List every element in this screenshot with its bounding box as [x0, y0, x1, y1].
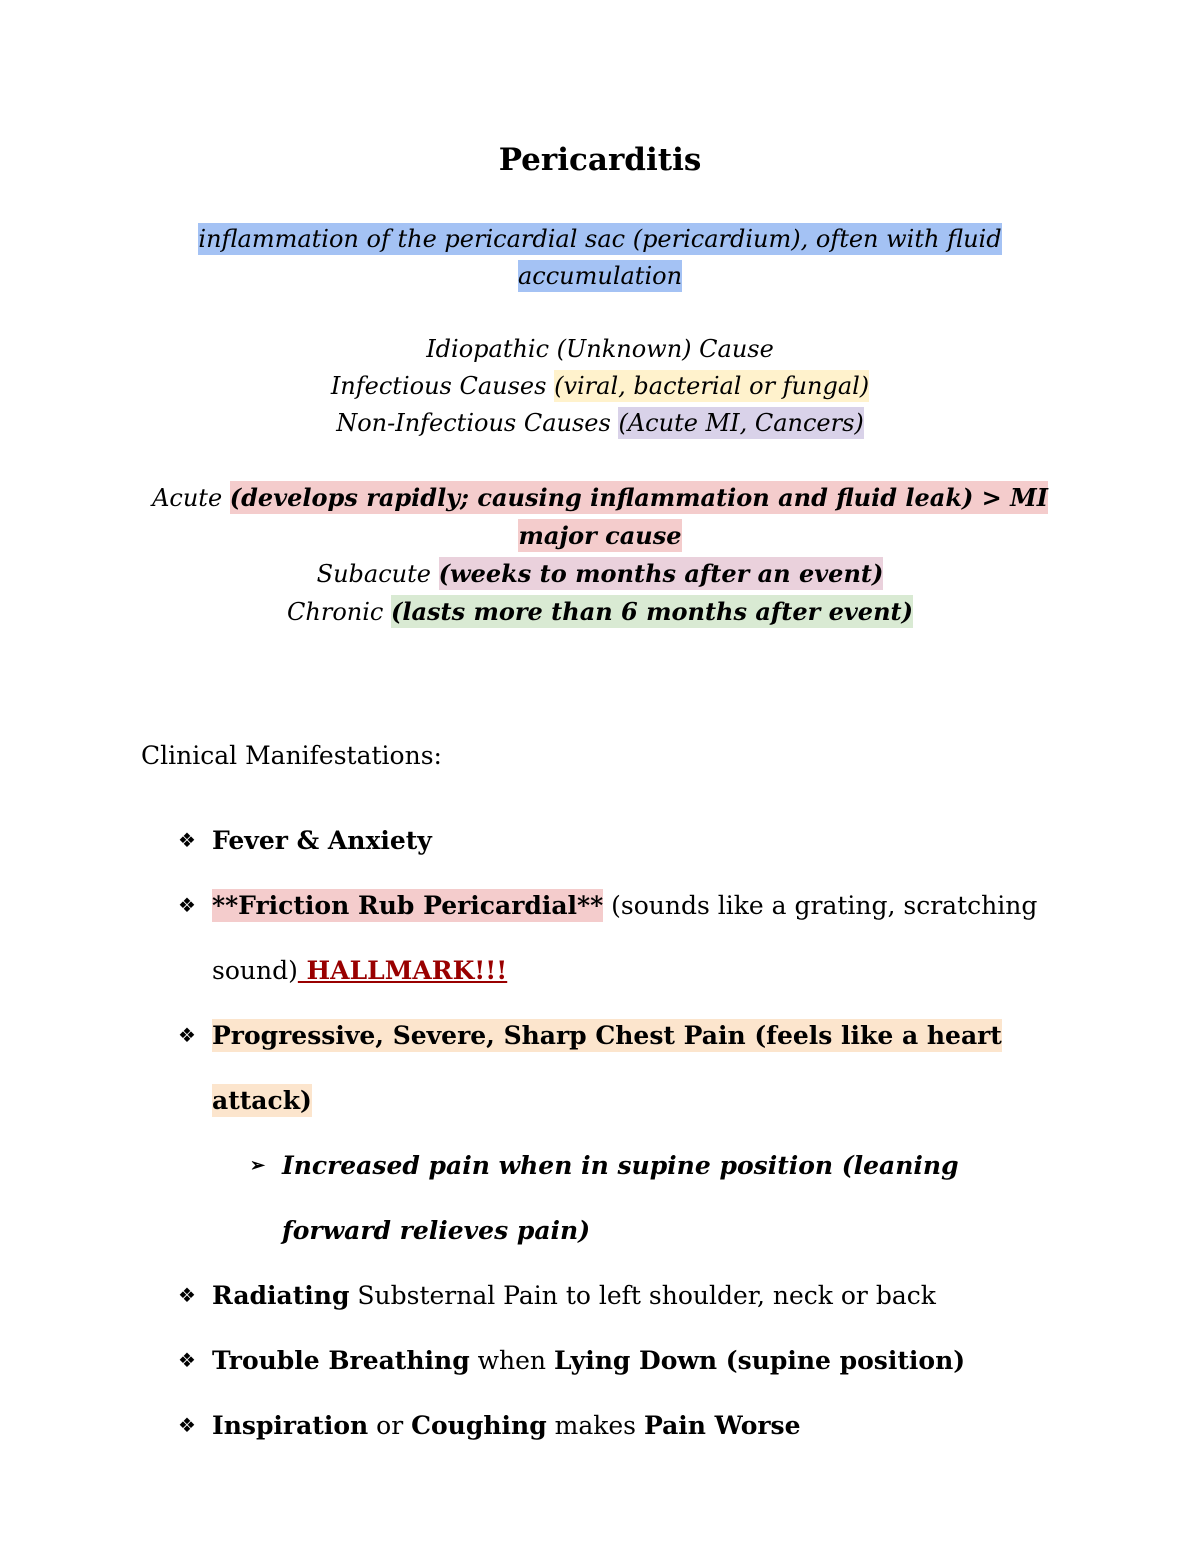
list-item	[178, 1263, 1058, 1328]
diamond-bullet-icon: ❖	[178, 1023, 196, 1047]
item-text: Substernal Pain to left shoulder, neck or back	[349, 1281, 936, 1310]
type-acute	[150, 479, 1050, 555]
diamond-bullet-icon: ❖	[178, 893, 196, 917]
page-title: Pericarditis	[498, 142, 702, 178]
hallmark-label: HALLMARK!!!	[297, 956, 508, 985]
item-text: when	[469, 1346, 554, 1375]
definition-paragraph	[150, 221, 1050, 295]
cause-label: Non-Infectious Causes	[336, 409, 611, 437]
item-text-bold: Inspiration	[212, 1411, 369, 1440]
cause-infectious	[150, 368, 1050, 405]
list-item	[178, 1328, 1058, 1393]
type-detail: (develops rapidly; causing inflammation and fluid leak) > MI major cause	[229, 483, 1048, 550]
arrow-bullet-icon: ➢	[250, 1155, 266, 1176]
cause-label: Infectious Causes	[330, 372, 547, 400]
item-text-bold: Radiating	[212, 1281, 350, 1310]
item-text: (sounds like a grating, scratching sound)	[212, 891, 1038, 985]
type-detail: (lasts more than 6 months after event)	[391, 597, 913, 626]
item-text-bold: Pain Worse	[643, 1411, 801, 1440]
causes-list	[150, 331, 1050, 442]
type-label: Acute	[152, 484, 223, 512]
item-text: or	[368, 1411, 412, 1440]
definition-text: inflammation of the pericardial sac (pericardium), often with fluid accumulation	[198, 225, 1002, 290]
item-text: makes	[546, 1411, 644, 1440]
cause-non-infectious	[150, 405, 1050, 442]
cause-detail: (viral, bacterial or fungal)	[554, 372, 870, 400]
item-text-bold: Trouble Breathing	[212, 1346, 470, 1375]
type-chronic	[150, 593, 1050, 631]
diamond-bullet-icon: ❖	[178, 1413, 196, 1437]
item-text-bold: Coughing	[411, 1411, 547, 1440]
cause-idiopathic	[150, 331, 1050, 368]
diamond-bullet-icon: ❖	[178, 1348, 196, 1372]
item-text-highlight: **Friction Rub Pericardial**	[212, 891, 604, 920]
cause-detail: (Acute MI, Cancers)	[618, 409, 864, 437]
section-heading: Clinical Manifestations:	[141, 741, 442, 770]
list-item	[178, 873, 1058, 1003]
types-list	[150, 479, 1050, 631]
item-text-highlight: Progressive, Severe, Sharp Chest Pain (feels like a heart attack)	[212, 1021, 1002, 1115]
item-text-bold: Lying Down (supine position)	[553, 1346, 966, 1375]
diamond-bullet-icon: ❖	[178, 828, 196, 852]
sub-list-item	[178, 1133, 1058, 1263]
manifestations-list	[178, 808, 1058, 1458]
item-text: Fever & Anxiety	[212, 826, 432, 855]
diamond-bullet-icon: ❖	[178, 1283, 196, 1307]
type-detail: (weeks to months after an event)	[438, 559, 884, 588]
list-item	[178, 1393, 1058, 1458]
list-item	[178, 1003, 1058, 1133]
cause-label: Idiopathic (Unknown) Cause	[426, 335, 774, 363]
list-item	[178, 808, 1058, 873]
item-text: Increased pain when in supine position (leaning forward relieves pain)	[282, 1151, 959, 1245]
type-label: Subacute	[316, 560, 431, 588]
type-subacute	[150, 555, 1050, 593]
type-label: Chronic	[287, 598, 384, 626]
